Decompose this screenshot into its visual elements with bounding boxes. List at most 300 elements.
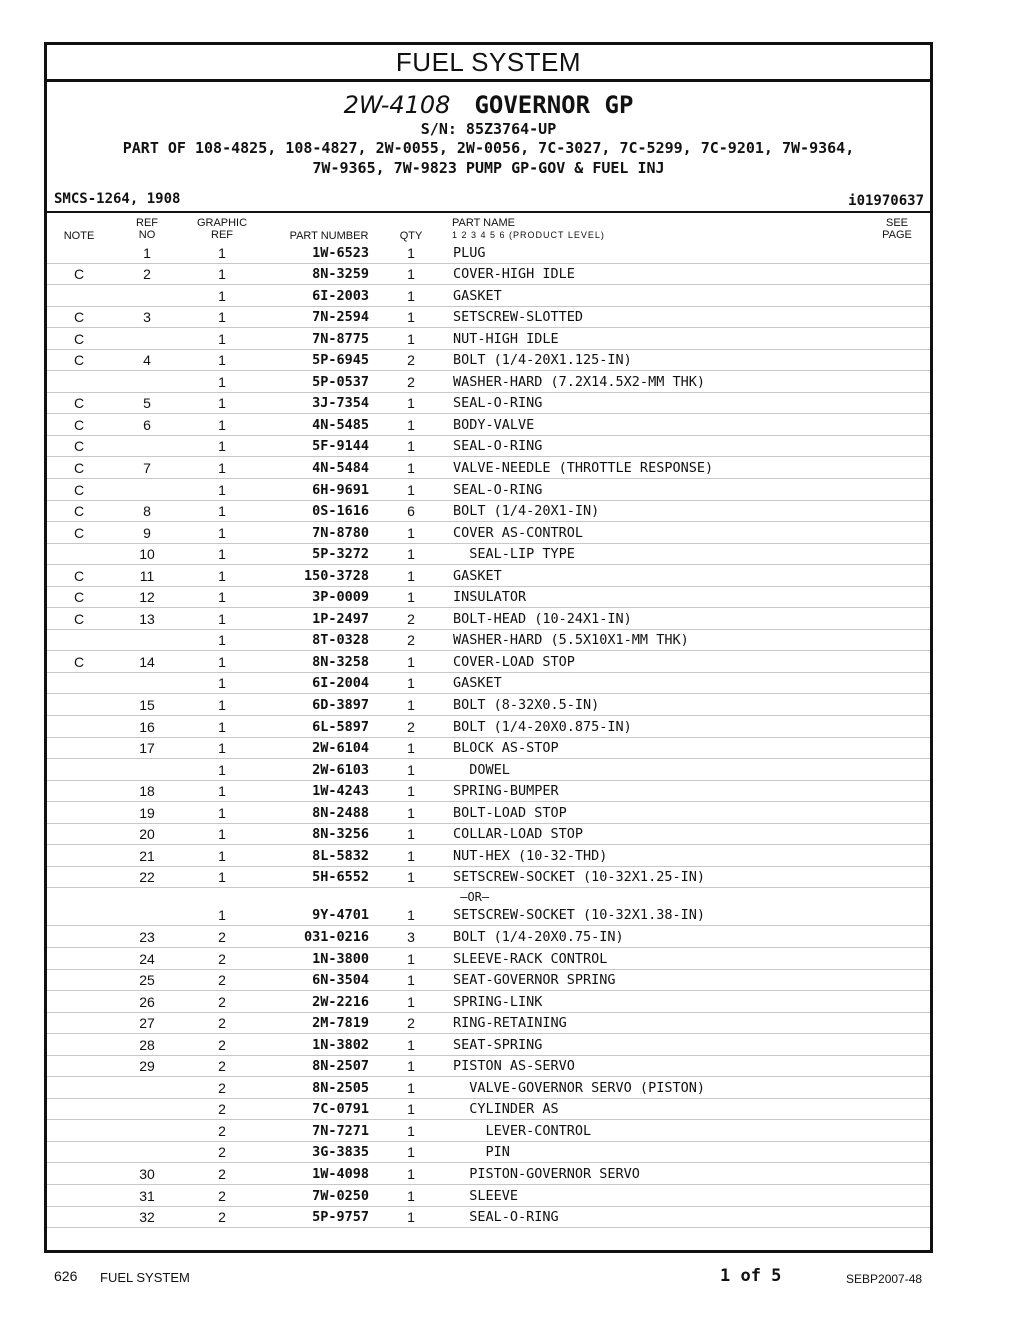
- parts-page-frame: [44, 42, 933, 1253]
- table-row: [47, 673, 930, 695]
- table-row: [47, 738, 930, 760]
- ref-no-cell: 5: [143, 395, 151, 412]
- note-cell: C: [73, 460, 85, 477]
- column-header-graphic-ref: [187, 217, 257, 241]
- part-number-cell: 4N-5485: [312, 416, 369, 433]
- graphic-ref-cell: 1: [218, 632, 226, 649]
- qty-cell: 1: [407, 244, 415, 261]
- part-name-cell: GASKET: [453, 287, 502, 304]
- part-number-cell: 7N-7271: [312, 1122, 369, 1139]
- part-number-cell: 2W-2216: [312, 993, 369, 1010]
- graphic-ref-cell: 2: [218, 1122, 226, 1139]
- table-row: [47, 888, 930, 926]
- qty-cell: 1: [407, 972, 415, 989]
- graphic-ref-cell: 2: [218, 993, 226, 1010]
- table-row: [47, 522, 930, 544]
- part-number-cell: 2M-7819: [312, 1015, 369, 1032]
- part-number-cell: 2W-6103: [312, 761, 369, 778]
- part-number-cell: 8N-2505: [312, 1079, 369, 1096]
- qty-cell: 1: [407, 783, 415, 800]
- part-number-cell: 7C-0791: [312, 1101, 369, 1118]
- ref-no-cell: 19: [139, 804, 155, 821]
- qty-cell: 2: [407, 373, 415, 390]
- table-row: [47, 414, 930, 436]
- qty-cell: 1: [407, 481, 415, 498]
- table-row: [47, 716, 930, 738]
- graphic-ref-cell: 2: [218, 1144, 226, 1161]
- part-name-cell: BOLT-LOAD STOP: [453, 804, 567, 821]
- qty-cell: 2: [407, 632, 415, 649]
- part-name-cell: BOLT (1/4-20X1-IN): [453, 503, 600, 520]
- table-row: [47, 845, 930, 867]
- part-name-cell: SEAT-GOVERNOR SPRING: [453, 972, 616, 989]
- part-name-cell: PISTON AS-SERVO: [453, 1058, 575, 1075]
- part-number-cell: 8N-2488: [312, 804, 369, 821]
- table-row: [47, 970, 930, 992]
- graphic-ref-cell: 2: [218, 1015, 226, 1032]
- part-number-cell: 1P-2497: [312, 610, 369, 627]
- table-row: [47, 759, 930, 781]
- part-number-cell: 7N-2594: [312, 309, 369, 326]
- part-name-cell: GASKET: [453, 567, 502, 584]
- table-row: [47, 587, 930, 609]
- ref-no-cell: 9: [143, 524, 151, 541]
- column-header-see-top: SEE: [885, 217, 908, 229]
- column-header-graphic-bottom: REF: [211, 229, 233, 241]
- part-number-cell: 1N-3800: [312, 950, 369, 967]
- qty-cell: 1: [407, 950, 415, 967]
- note-cell: C: [73, 438, 85, 455]
- note-cell: C: [73, 352, 85, 369]
- column-header-ref-top: REF: [136, 217, 158, 229]
- qty-cell: 1: [407, 416, 415, 433]
- table-row: [47, 436, 930, 458]
- part-name-cell: LEVER-CONTROL: [453, 1122, 592, 1139]
- column-header-part-name-top: PART NAME: [452, 217, 515, 229]
- ref-no-cell: 11: [139, 567, 155, 584]
- qty-cell: 1: [407, 1036, 415, 1053]
- part-name-cell: SEAL-O-RING: [453, 481, 543, 498]
- ref-no-cell: 16: [139, 718, 155, 735]
- graphic-ref-cell: 2: [218, 1165, 226, 1182]
- qty-cell: 1: [407, 826, 415, 843]
- part-name-cell: SEAL-O-RING: [453, 438, 543, 455]
- qty-cell: 1: [407, 567, 415, 584]
- graphic-ref-cell: 1: [218, 352, 226, 369]
- ref-no-cell: 31: [139, 1187, 155, 1204]
- table-row: [47, 1207, 930, 1229]
- column-header-see-page: [877, 217, 917, 241]
- graphic-ref-cell: 2: [218, 1187, 226, 1204]
- part-number-cell: 3P-0009: [312, 589, 369, 606]
- graphic-ref-cell: 1: [218, 460, 226, 477]
- column-header-ref-no: [127, 217, 167, 241]
- part-number-cell: 3G-3835: [312, 1144, 369, 1161]
- ref-no-cell: 22: [139, 869, 155, 886]
- part-number-cell: 031-0216: [303, 928, 369, 945]
- ref-no-cell: 25: [139, 972, 155, 989]
- part-name-cell: SLEEVE-RACK CONTROL: [453, 950, 608, 967]
- part-name-cell: SEAT-SPRING: [453, 1036, 543, 1053]
- graphic-ref-cell: 1: [218, 761, 226, 778]
- ref-no-cell: 28: [139, 1036, 155, 1053]
- table-row: [47, 1013, 930, 1035]
- part-name-cell: PIN: [453, 1144, 510, 1161]
- part-name-cell: BOLT (1/4-20X1.125-IN): [453, 352, 632, 369]
- graphic-ref-cell: 1: [218, 907, 226, 924]
- part-number-cell: 6I-2003: [312, 287, 369, 304]
- qty-cell: 1: [407, 438, 415, 455]
- part-name-cell: COLLAR-LOAD STOP: [453, 826, 584, 843]
- part-name-cell: SLEEVE: [453, 1187, 519, 1204]
- graphic-ref-cell: 1: [218, 244, 226, 261]
- graphic-ref-cell: 2: [218, 950, 226, 967]
- qty-cell: 1: [407, 907, 415, 924]
- table-row: [47, 630, 930, 652]
- graphic-ref-cell: 1: [218, 804, 226, 821]
- note-cell: C: [73, 481, 85, 498]
- table-row: [47, 242, 930, 264]
- note-cell: C: [73, 416, 85, 433]
- part-of-line-1: PART OF 108-4825, 108-4827, 2W-0055, 2W-0056, 7C-3027, 7C-5299, 7C-9201, 7W-9364,: [122, 139, 855, 157]
- table-row: [47, 457, 930, 479]
- note-cell: C: [73, 567, 85, 584]
- qty-cell: 1: [407, 546, 415, 563]
- graphic-ref-cell: 1: [218, 266, 226, 283]
- qty-cell: 1: [407, 675, 415, 692]
- part-number-cell: 5H-6552: [312, 869, 369, 886]
- part-number-cell: 7N-8780: [312, 524, 369, 541]
- part-name-cell: BOLT (1/4-20X0.875-IN): [453, 718, 632, 735]
- part-name-cell: COVER-HIGH IDLE: [453, 266, 575, 283]
- part-name-cell: GASKET: [453, 675, 502, 692]
- part-name-cell: RING-RETAINING: [453, 1015, 567, 1032]
- ref-no-cell: 21: [139, 847, 155, 864]
- smcs-code: SMCS-1264, 1908: [54, 191, 181, 207]
- column-header-see-bottom: PAGE: [882, 229, 912, 241]
- ref-no-cell: 8: [143, 503, 151, 520]
- ref-no-cell: 15: [139, 697, 155, 714]
- illustration-id: i01970637: [848, 193, 924, 209]
- part-number-cell: 2W-6104: [312, 740, 369, 757]
- graphic-ref-cell: 1: [218, 783, 226, 800]
- qty-cell: 1: [407, 1187, 415, 1204]
- table-row: [47, 1142, 930, 1164]
- table-row: [47, 824, 930, 846]
- part-number-cell: 8N-2507: [312, 1058, 369, 1075]
- table-row: [47, 501, 930, 523]
- graphic-ref-cell: 1: [218, 610, 226, 627]
- table-row: [47, 285, 930, 307]
- part-number-cell: 8N-3258: [312, 653, 369, 670]
- ref-no-cell: 13: [139, 610, 155, 627]
- table-row: [47, 393, 930, 415]
- graphic-ref-cell: 1: [218, 373, 226, 390]
- note-cell: C: [73, 330, 85, 347]
- graphic-ref-cell: 1: [218, 567, 226, 584]
- part-number-cell: 7N-8775: [312, 330, 369, 347]
- table-row: [47, 1185, 930, 1207]
- qty-cell: 1: [407, 1165, 415, 1182]
- group-part-number: 2W-4108: [343, 91, 451, 119]
- ref-no-cell: 26: [139, 993, 155, 1010]
- ref-no-cell: 24: [139, 950, 155, 967]
- ref-no-cell: 10: [139, 546, 155, 563]
- graphic-ref-cell: 1: [218, 438, 226, 455]
- table-row: [47, 948, 930, 970]
- part-name-cell: PLUG: [453, 244, 486, 261]
- part-name-cell: NUT-HEX (10-32-THD): [453, 847, 608, 864]
- qty-cell: 1: [407, 309, 415, 326]
- part-number-cell: 1W-4098: [312, 1165, 369, 1182]
- qty-cell: 1: [407, 1101, 415, 1118]
- part-name-cell: SEAL-LIP TYPE: [453, 546, 575, 563]
- part-name-cell: INSULATOR: [453, 589, 527, 606]
- parts-table: [47, 242, 930, 1228]
- ref-no-cell: 2: [143, 266, 151, 283]
- part-name-cell: SETSCREW-SOCKET (10-32X1.38-IN): [453, 907, 705, 924]
- table-row: [47, 867, 930, 889]
- part-name-cell: BOLT-HEAD (10-24X1-IN): [453, 610, 632, 627]
- note-cell: C: [73, 395, 85, 412]
- part-number-cell: 1W-6523: [312, 244, 369, 261]
- qty-cell: 1: [407, 847, 415, 864]
- qty-cell: 1: [407, 589, 415, 606]
- table-row: [47, 781, 930, 803]
- graphic-ref-cell: 1: [218, 718, 226, 735]
- section-title: FUEL SYSTEM: [47, 45, 930, 82]
- qty-cell: 1: [407, 330, 415, 347]
- sheet-indicator: 1 of 5: [720, 1266, 782, 1286]
- ref-no-cell: 1: [143, 244, 151, 261]
- table-row: [47, 307, 930, 329]
- graphic-ref-cell: 2: [218, 972, 226, 989]
- note-cell: C: [73, 589, 85, 606]
- qty-cell: 1: [407, 266, 415, 283]
- part-number-cell: 1N-3802: [312, 1036, 369, 1053]
- graphic-ref-cell: 1: [218, 589, 226, 606]
- graphic-ref-cell: 1: [218, 481, 226, 498]
- qty-cell: 3: [407, 928, 415, 945]
- ref-no-cell: 30: [139, 1165, 155, 1182]
- ref-no-cell: 3: [143, 309, 151, 326]
- qty-cell: 2: [407, 1015, 415, 1032]
- table-row: [47, 1120, 930, 1142]
- ref-no-cell: 12: [139, 589, 155, 606]
- document-id: SEBP2007-48: [846, 1272, 923, 1286]
- part-number-cell: 8L-5832: [312, 847, 369, 864]
- graphic-ref-cell: 1: [218, 826, 226, 843]
- qty-cell: 1: [407, 1122, 415, 1139]
- page-number: 626: [54, 1268, 78, 1284]
- part-name-cell: SPRING-LINK: [453, 993, 543, 1010]
- qty-cell: 1: [407, 697, 415, 714]
- part-name-cell: DOWEL: [453, 761, 510, 778]
- graphic-ref-cell: 1: [218, 503, 226, 520]
- graphic-ref-cell: 1: [218, 395, 226, 412]
- table-row: [47, 479, 930, 501]
- part-number-cell: 6H-9691: [312, 481, 369, 498]
- ref-no-cell: 23: [139, 928, 155, 945]
- alternate-marker: —OR—: [453, 890, 490, 905]
- graphic-ref-cell: 2: [218, 1036, 226, 1053]
- qty-cell: 6: [407, 503, 415, 520]
- part-number-cell: 6L-5897: [312, 718, 369, 735]
- qty-cell: 1: [407, 761, 415, 778]
- footer-section: FUEL SYSTEM: [100, 1270, 190, 1285]
- ref-no-cell: 27: [139, 1015, 155, 1032]
- qty-cell: 1: [407, 460, 415, 477]
- qty-cell: 1: [407, 287, 415, 304]
- qty-cell: 1: [407, 804, 415, 821]
- qty-cell: 1: [407, 524, 415, 541]
- part-name-cell: SEAL-O-RING: [453, 1209, 559, 1226]
- header-rule: [47, 211, 930, 213]
- part-name-cell: NUT-HIGH IDLE: [453, 330, 559, 347]
- note-cell: C: [73, 610, 85, 627]
- graphic-ref-cell: 2: [218, 1209, 226, 1226]
- graphic-ref-cell: 1: [218, 416, 226, 433]
- part-number-cell: 6I-2004: [312, 675, 369, 692]
- part-number-cell: 5P-9757: [312, 1209, 369, 1226]
- ref-no-cell: 18: [139, 783, 155, 800]
- part-name-cell: BOLT (1/4-20X0.75-IN): [453, 928, 624, 945]
- qty-cell: 1: [407, 1144, 415, 1161]
- qty-cell: 1: [407, 1058, 415, 1075]
- graphic-ref-cell: 2: [218, 1101, 226, 1118]
- part-number-cell: 5P-3272: [312, 546, 369, 563]
- graphic-ref-cell: 2: [218, 1058, 226, 1075]
- part-number-cell: 5P-6945: [312, 352, 369, 369]
- qty-cell: 2: [407, 610, 415, 627]
- graphic-ref-cell: 1: [218, 330, 226, 347]
- part-name-cell: SETSCREW-SOCKET (10-32X1.25-IN): [453, 869, 705, 886]
- column-header-graphic-top: GRAPHIC: [196, 217, 248, 229]
- graphic-ref-cell: 1: [218, 546, 226, 563]
- part-name-cell: CYLINDER AS: [453, 1101, 559, 1118]
- table-row: [47, 651, 930, 673]
- serial-range: S/N: 85Z3764-UP: [420, 120, 557, 138]
- table-row: [47, 264, 930, 286]
- note-cell: C: [73, 653, 85, 670]
- note-cell: C: [73, 503, 85, 520]
- graphic-ref-cell: 1: [218, 309, 226, 326]
- table-row: [47, 991, 930, 1013]
- column-header-part-number: PART NUMBER: [289, 230, 369, 242]
- qty-cell: 1: [407, 395, 415, 412]
- ref-no-cell: 20: [139, 826, 155, 843]
- table-row: [47, 926, 930, 948]
- part-name-cell: BLOCK AS-STOP: [453, 740, 559, 757]
- qty-cell: 2: [407, 718, 415, 735]
- table-row: [47, 565, 930, 587]
- table-row: [47, 694, 930, 716]
- part-number-cell: 7W-0250: [312, 1187, 369, 1204]
- part-name-cell: BOLT (8-32X0.5-IN): [453, 697, 600, 714]
- part-name-cell: COVER-LOAD STOP: [453, 653, 575, 670]
- part-number-cell: 6N-3504: [312, 972, 369, 989]
- ref-no-cell: 29: [139, 1058, 155, 1075]
- graphic-ref-cell: 1: [218, 697, 226, 714]
- part-number-cell: 8N-3256: [312, 826, 369, 843]
- qty-cell: 1: [407, 1079, 415, 1096]
- table-row: [47, 802, 930, 824]
- qty-cell: 1: [407, 1209, 415, 1226]
- part-name-cell: PISTON-GOVERNOR SERVO: [453, 1165, 640, 1182]
- part-name-cell: VALVE-NEEDLE (THROTTLE RESPONSE): [453, 460, 714, 477]
- part-name-cell: SEAL-O-RING: [453, 395, 543, 412]
- ref-no-cell: 4: [143, 352, 151, 369]
- table-row: [47, 1099, 930, 1121]
- part-name-cell: VALVE-GOVERNOR SERVO (PISTON): [453, 1079, 705, 1096]
- note-cell: C: [73, 524, 85, 541]
- note-cell: C: [73, 266, 85, 283]
- part-of-line-2: 7W-9365, 7W-9823 PUMP GP-GOV & FUEL INJ: [312, 159, 665, 177]
- table-row: [47, 371, 930, 393]
- table-row: [47, 328, 930, 350]
- part-number-cell: 150-3728: [303, 567, 369, 584]
- table-row: [47, 544, 930, 566]
- graphic-ref-cell: 1: [218, 869, 226, 886]
- group-part-name: GOVERNOR GP: [474, 91, 634, 119]
- part-number-cell: 5F-9144: [312, 438, 369, 455]
- qty-cell: 1: [407, 653, 415, 670]
- graphic-ref-cell: 1: [218, 524, 226, 541]
- ref-no-cell: 7: [143, 460, 151, 477]
- ref-no-cell: 32: [139, 1209, 155, 1226]
- qty-cell: 2: [407, 352, 415, 369]
- table-row: [47, 1077, 930, 1099]
- ref-no-cell: 17: [139, 740, 155, 757]
- group-title: [47, 89, 930, 121]
- ref-no-cell: 6: [143, 416, 151, 433]
- qty-cell: 1: [407, 869, 415, 886]
- part-name-cell: BODY-VALVE: [453, 416, 535, 433]
- graphic-ref-cell: 2: [218, 1079, 226, 1096]
- column-header-note: NOTE: [63, 230, 95, 242]
- part-name-cell: WASHER-HARD (7.2X14.5X2-MM THK): [453, 373, 705, 390]
- part-number-cell: 4N-5484: [312, 460, 369, 477]
- table-row: [47, 350, 930, 372]
- part-number-cell: 8N-3259: [312, 266, 369, 283]
- column-header-ref-bottom: NO: [138, 229, 156, 241]
- part-number-cell: 5P-0537: [312, 373, 369, 390]
- table-row: [47, 1163, 930, 1185]
- table-row: [47, 1034, 930, 1056]
- column-header-product-levels: 1 2 3 4 5 6 (PRODUCT LEVEL): [452, 230, 605, 240]
- part-name-cell: WASHER-HARD (5.5X10X1-MM THK): [453, 632, 689, 649]
- qty-cell: 1: [407, 740, 415, 757]
- part-number-cell: 6D-3897: [312, 697, 369, 714]
- qty-cell: 1: [407, 993, 415, 1010]
- graphic-ref-cell: 2: [218, 928, 226, 945]
- part-number-cell: 0S-1616: [312, 503, 369, 520]
- part-number-cell: 9Y-4701: [312, 907, 369, 924]
- column-header-qty: QTY: [399, 230, 423, 242]
- table-row: [47, 1056, 930, 1078]
- graphic-ref-cell: 1: [218, 653, 226, 670]
- part-name-cell: SETSCREW-SLOTTED: [453, 309, 584, 326]
- ref-no-cell: 14: [139, 653, 155, 670]
- part-number-cell: 8T-0328: [312, 632, 369, 649]
- column-header-part-name: [452, 217, 712, 241]
- part-name-cell: SPRING-BUMPER: [453, 783, 559, 800]
- graphic-ref-cell: 1: [218, 675, 226, 692]
- part-number-cell: 3J-7354: [312, 395, 369, 412]
- table-row: [47, 608, 930, 630]
- graphic-ref-cell: 1: [218, 287, 226, 304]
- graphic-ref-cell: 1: [218, 740, 226, 757]
